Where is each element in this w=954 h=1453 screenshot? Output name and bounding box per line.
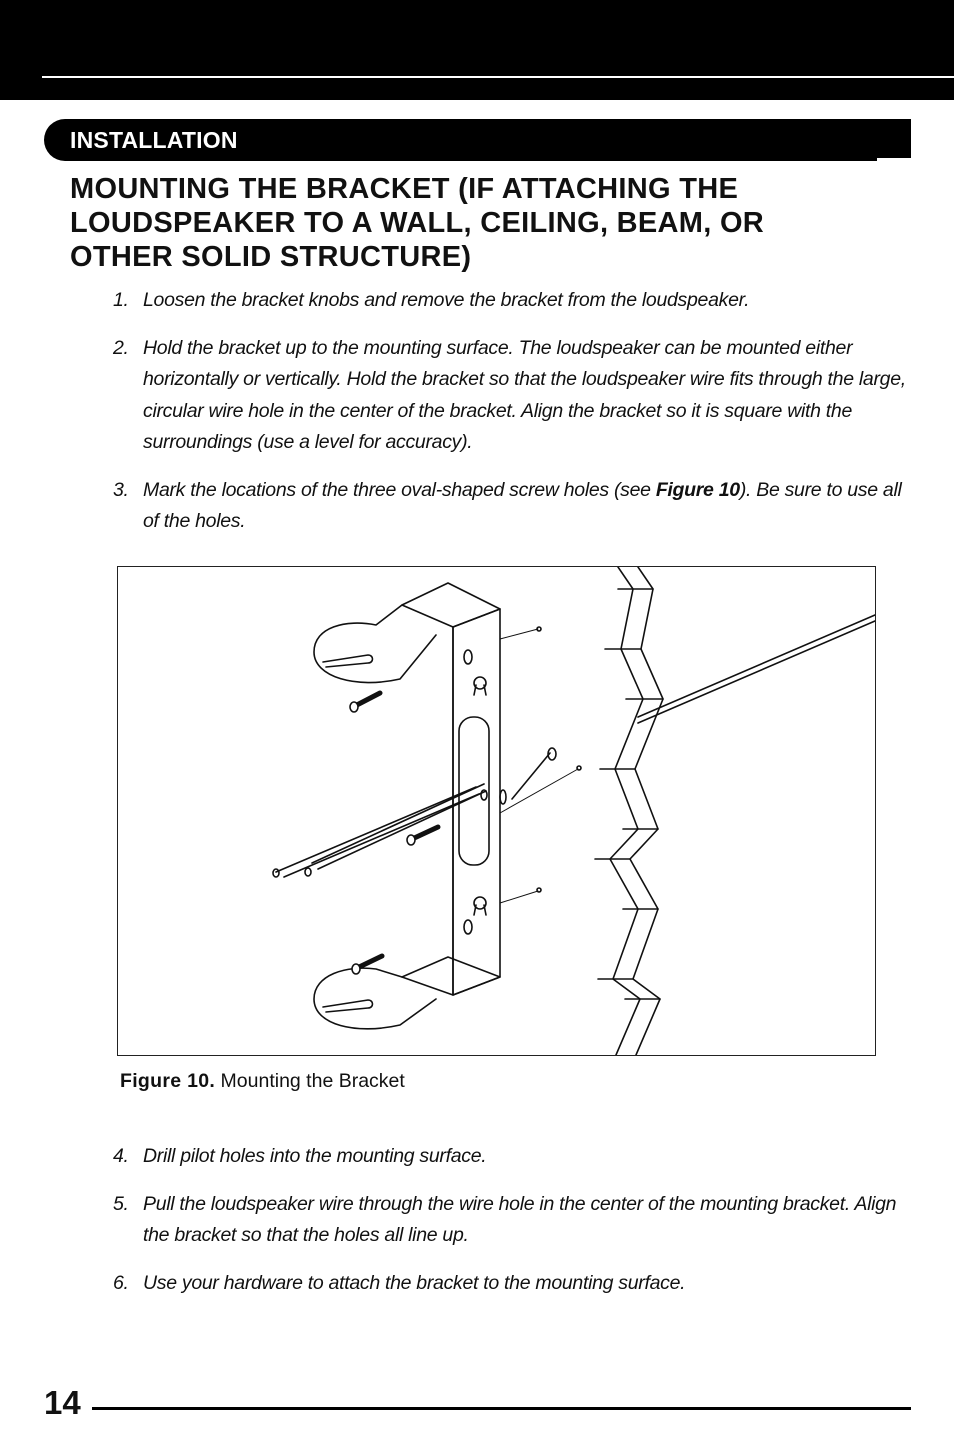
step-number: 5.: [113, 1192, 129, 1215]
section-notch: [877, 158, 911, 161]
figure-label: Figure 10.: [120, 1070, 216, 1092]
steps-list-top: [113, 285, 913, 554]
page-title: MOUNTING THE BRACKET (IF ATTACHING THE LOUDSPEAKER TO A WALL, CEILING, BEAM, OR OTHER SOLID STRUCTURE): [70, 173, 765, 273]
step-5: [113, 1189, 913, 1252]
figure-reference: Figure 10: [655, 478, 740, 501]
step-text: Hold the bracket up to the mounting surface. The loudspeaker can be mounted either horizontally or vertically. Hold the bracket so that the loudspeaker wire fits through the large, circular wire hole in the center of the bracket. Align the bracket so it is square with the surroundings (use a level for accuracy).: [143, 336, 906, 453]
footer-rule: [92, 1407, 911, 1410]
step-1: [113, 285, 913, 317]
step-text-before: Mark the locations of the three oval-shaped screw holes (see: [143, 478, 656, 501]
header-bar: [0, 0, 954, 100]
step-text: Loosen the bracket knobs and remove the bracket from the loudspeaker.: [143, 289, 750, 311]
bracket-illustration: [118, 567, 875, 1055]
step-number: 3.: [113, 478, 129, 501]
figure-10-frame: [117, 566, 876, 1056]
section-label: INSTALLATION: [70, 127, 238, 153]
loudspeaker-wire: [273, 615, 875, 877]
step-text: Drill pilot holes into the mounting surface.: [143, 1145, 487, 1167]
wall-section: [595, 567, 663, 1055]
page-number: 14: [44, 1384, 81, 1421]
section-header: [44, 119, 911, 161]
step-text: Use your hardware to attach the bracket to the mounting surface.: [143, 1271, 686, 1294]
figure-caption-text: Mounting the Bracket: [220, 1070, 405, 1092]
step-number: 4.: [113, 1145, 129, 1167]
step-text: Pull the loudspeaker wire through the wire hole in the center of the mounting bracket. Align the bracket so that the holes all line up.: [143, 1192, 897, 1246]
step-6: [113, 1268, 913, 1300]
step-text-after: ). Be sure to use all of the holes.: [143, 478, 902, 532]
header-rule: [42, 76, 954, 78]
step-3: [113, 475, 913, 538]
figure-caption: [120, 1070, 405, 1093]
step-number: 6.: [113, 1271, 129, 1294]
steps-list-bottom: [113, 1141, 913, 1315]
step-number: 2.: [113, 336, 129, 359]
step-4: [113, 1141, 913, 1173]
bracket: [314, 583, 506, 1029]
step-number: 1.: [113, 289, 129, 311]
step-2: [113, 333, 913, 459]
